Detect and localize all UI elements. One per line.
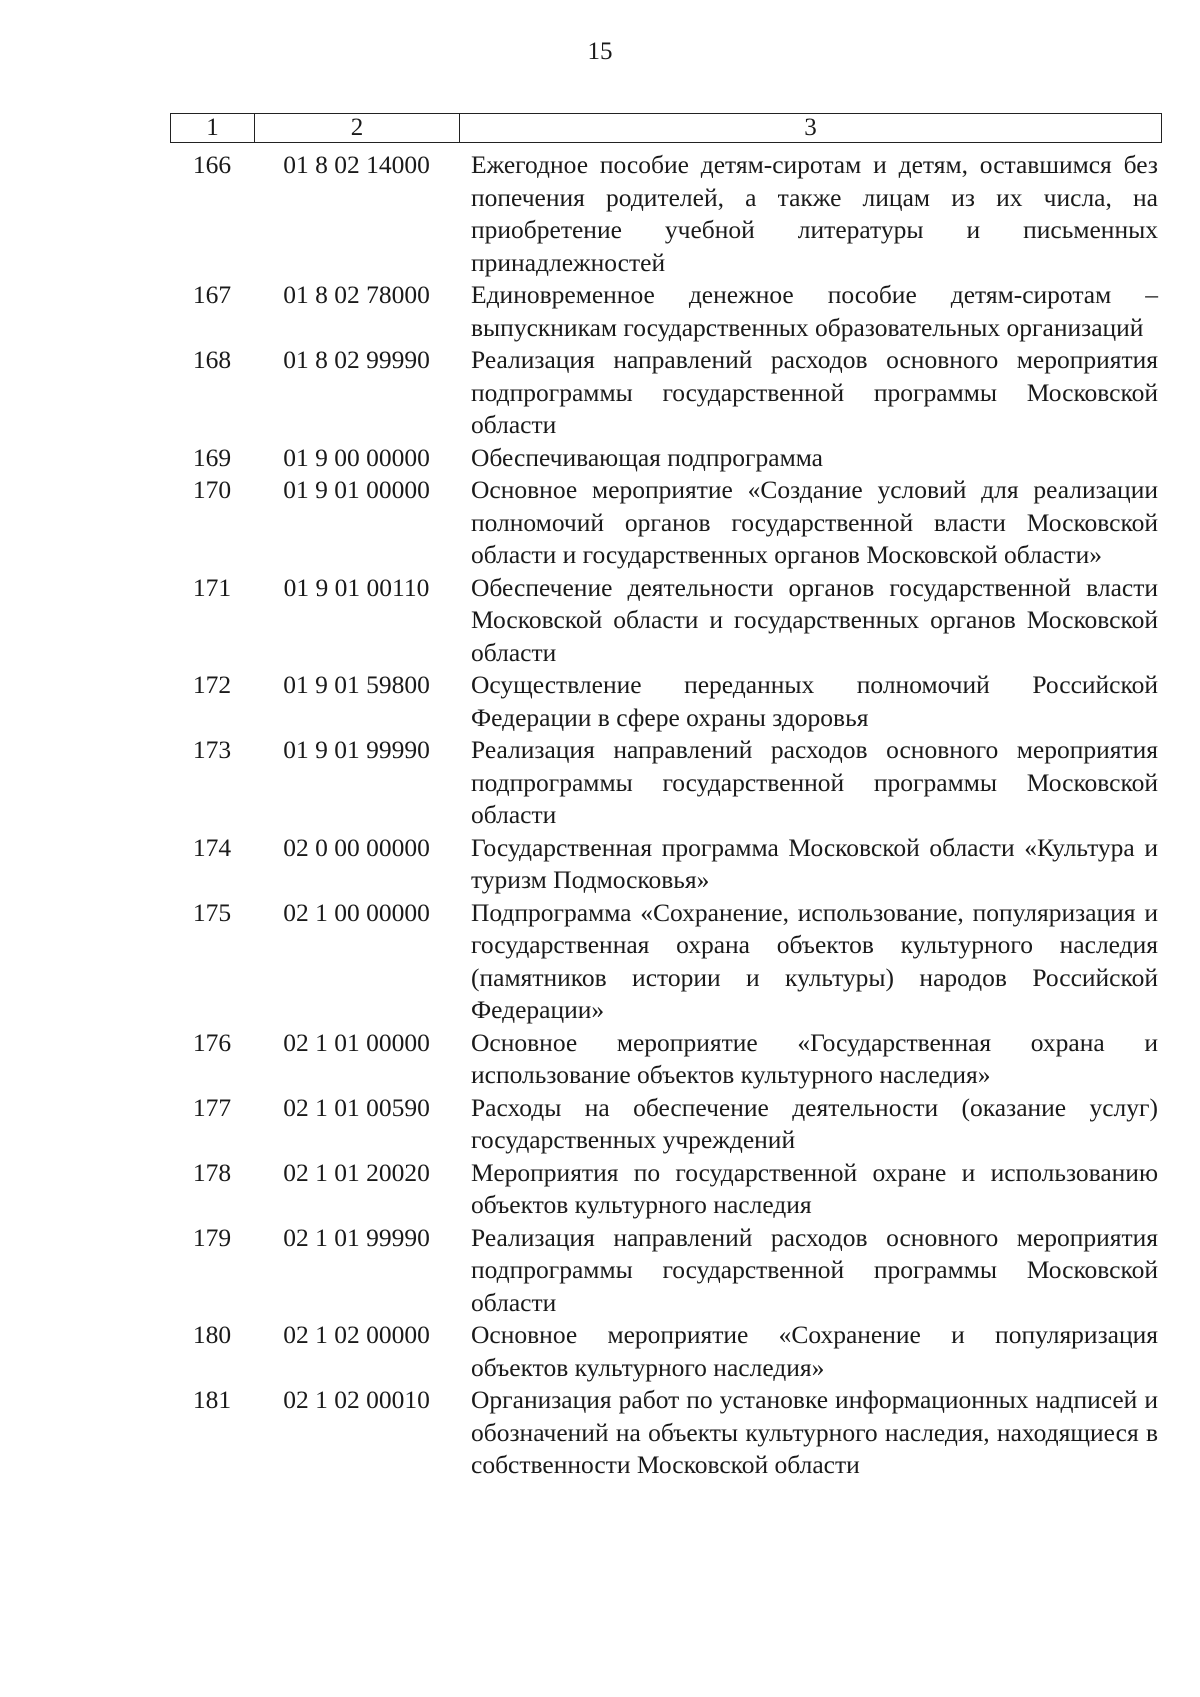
table-row <box>170 734 1162 832</box>
row-code: 01 9 01 59800 <box>283 670 430 699</box>
row-number: 175 <box>192 897 232 927</box>
row-code: 01 8 02 99990 <box>283 345 430 374</box>
table-row <box>170 1384 1162 1482</box>
row-number: 173 <box>192 735 232 764</box>
row-number: 167 <box>192 280 232 309</box>
table-row <box>170 442 1162 475</box>
row-description: Государственная программа Московской области «Культура и туризм Подмосковья» <box>471 832 1158 894</box>
row-number: 177 <box>192 1092 232 1122</box>
table-row <box>170 474 1162 572</box>
table-row <box>170 1092 1162 1157</box>
row-code: 01 9 01 99990 <box>283 735 430 764</box>
table-row <box>170 1027 1162 1092</box>
column-header-1: 1 <box>171 114 255 142</box>
table-row <box>170 149 1162 279</box>
table-row <box>170 897 1162 1027</box>
column-header-3: 3 <box>804 114 817 141</box>
table-body <box>170 149 1162 1482</box>
row-number: 170 <box>192 475 232 504</box>
row-number: 169 <box>192 442 232 472</box>
row-description: Реализация направлений расходов основного мероприятия подпрограммы государственной программы Московской области <box>471 735 1158 829</box>
row-code: 02 1 02 00010 <box>283 1385 430 1414</box>
table-row <box>170 1222 1162 1320</box>
row-number: 181 <box>192 1385 232 1414</box>
table-header-row <box>170 113 1162 143</box>
row-number: 171 <box>192 572 232 602</box>
row-code: 02 1 01 00000 <box>283 1027 430 1057</box>
row-code: 01 9 01 00110 <box>283 572 430 602</box>
table-row <box>170 832 1162 897</box>
row-code: 02 1 00 00000 <box>283 897 430 927</box>
table-row <box>170 344 1162 442</box>
row-description: Организация работ по установке информационных надписей и обозначений на объекты культурного наследия, находящиеся в собственности Московской области <box>471 1385 1158 1479</box>
row-code: 02 0 00 00000 <box>283 832 430 862</box>
row-number: 179 <box>192 1222 232 1252</box>
budget-table <box>170 113 1162 1482</box>
row-code: 01 9 00 00000 <box>283 442 430 472</box>
table-row <box>170 669 1162 734</box>
row-description: Осуществление переданных полномочий Российской Федерации в сфере охраны здоровья <box>471 670 1158 732</box>
column-header-2: 2 <box>255 114 460 142</box>
row-code: 01 8 02 78000 <box>283 280 430 309</box>
row-number: 166 <box>192 150 232 179</box>
row-description: Обеспечивающая подпрограмма <box>471 442 823 472</box>
table-row <box>170 572 1162 670</box>
row-number: 172 <box>192 670 232 699</box>
row-description: Основное мероприятие «Государственная охрана и использование объектов культурного наследия» <box>471 1027 1158 1089</box>
row-description: Обеспечение деятельности органов государственной власти Московской области и государственных органов Московской области <box>471 572 1158 667</box>
row-description: Ежегодное пособие детям-сиротам и детям, оставшимся без попечения родителей, а также лицам из их числа, на приобретение учебной литературы и письменных принадлежностей <box>471 150 1158 277</box>
page-number: 15 <box>587 38 613 65</box>
row-description: Основное мероприятие «Создание условий для реализации полномочий органов государственной власти Московской области и государственных органов Московской области» <box>471 475 1158 569</box>
row-description: Основное мероприятие «Сохранение и популяризация объектов культурного наследия» <box>471 1320 1158 1382</box>
row-description: Мероприятия по государственной охране и использованию объектов культурного наследия <box>471 1157 1158 1219</box>
row-description: Реализация направлений расходов основного мероприятия подпрограммы государственной программы Московской области <box>471 345 1158 439</box>
row-description: Подпрограмма «Сохранение, использование, популяризация и государственная охрана объектов культурного наследия (памятников истории и культуры) народов Российской Федерации» <box>471 897 1158 1024</box>
row-number: 174 <box>192 832 232 862</box>
row-code: 01 8 02 14000 <box>283 150 430 179</box>
row-code: 02 1 02 00000 <box>283 1320 430 1349</box>
row-description: Расходы на обеспечение деятельности (оказание услуг) государственных учреждений <box>471 1092 1158 1154</box>
row-number: 168 <box>192 345 232 374</box>
row-number: 180 <box>192 1320 232 1349</box>
row-code: 01 9 01 00000 <box>283 475 430 504</box>
table-row <box>170 279 1162 344</box>
row-code: 02 1 01 20020 <box>283 1157 430 1187</box>
row-description: Реализация направлений расходов основного мероприятия подпрограммы государственной программы Московской области <box>471 1222 1158 1317</box>
row-description: Единовременное денежное пособие детям-сиротам – выпускникам государственных образовательных организаций <box>471 280 1158 342</box>
row-number: 178 <box>192 1157 232 1187</box>
row-code: 02 1 01 99990 <box>283 1222 430 1252</box>
row-number: 176 <box>192 1027 232 1057</box>
table-row <box>170 1319 1162 1384</box>
table-row <box>170 1157 1162 1222</box>
row-code: 02 1 01 00590 <box>283 1092 430 1122</box>
